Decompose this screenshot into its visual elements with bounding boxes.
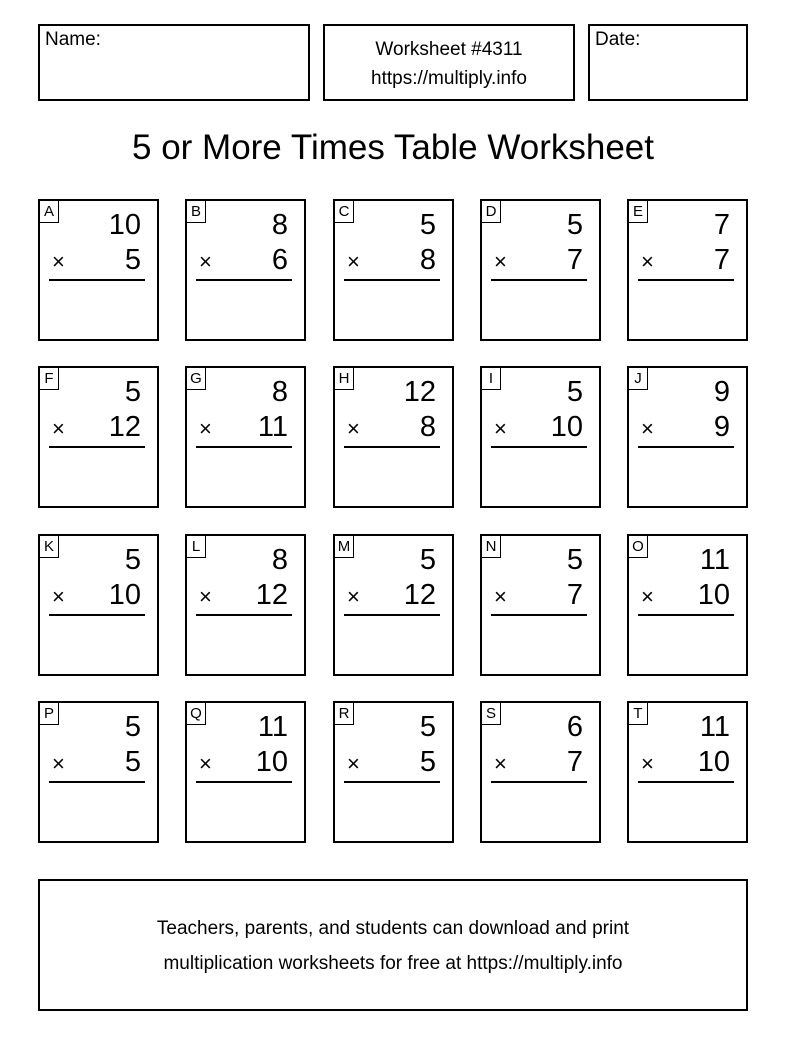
answer-line — [638, 781, 734, 783]
worksheet-url: https://multiply.info — [371, 68, 527, 89]
problem-card — [627, 701, 748, 843]
problem-card — [333, 701, 454, 843]
multiplicand: 5 — [124, 544, 141, 576]
multiplicand: 5 — [566, 376, 583, 408]
multiplier: 10 — [550, 411, 583, 443]
answer-line — [344, 279, 440, 281]
times-icon: × — [52, 249, 65, 274]
problem-letter: D — [482, 201, 501, 223]
times-icon: × — [52, 416, 65, 441]
multiplicand: 5 — [566, 209, 583, 241]
answer-line — [344, 446, 440, 448]
name-label: Name: — [45, 29, 101, 50]
problem-card — [185, 701, 306, 843]
multiplier: 12 — [255, 579, 288, 611]
multiplier: 5 — [419, 746, 436, 778]
multiplier: 10 — [697, 746, 730, 778]
problem-letter: J — [629, 368, 648, 390]
problem-letter: F — [40, 368, 59, 390]
answer-line — [638, 279, 734, 281]
name-box — [38, 24, 310, 101]
multiplicand: 8 — [271, 209, 288, 241]
problem-letter: O — [629, 536, 648, 558]
problem-letter: A — [40, 201, 59, 223]
problem-letter: G — [187, 368, 206, 390]
worksheet-number: Worksheet #4311 — [375, 39, 523, 60]
problem-card — [38, 534, 159, 676]
problem-letter: C — [335, 201, 354, 223]
answer-line — [49, 446, 145, 448]
answer-line — [638, 614, 734, 616]
times-icon: × — [494, 751, 507, 776]
answer-line — [49, 614, 145, 616]
multiplicand: 5 — [419, 544, 436, 576]
answer-line — [196, 446, 292, 448]
multiplier: 6 — [271, 244, 288, 276]
multiplicand: 11 — [699, 711, 730, 743]
times-icon: × — [494, 416, 507, 441]
problem-card — [38, 199, 159, 341]
multiplier: 7 — [713, 244, 730, 276]
times-icon: × — [494, 249, 507, 274]
multiplier: 8 — [419, 244, 436, 276]
footer-box — [38, 879, 748, 1011]
times-icon: × — [347, 584, 360, 609]
times-icon: × — [199, 751, 212, 776]
problem-letter: P — [40, 703, 59, 725]
answer-line — [491, 781, 587, 783]
answer-line — [196, 614, 292, 616]
times-icon: × — [641, 751, 654, 776]
multiplicand: 12 — [403, 376, 436, 408]
footer-line-2: multiplication worksheets for free at https://multiply.info — [163, 953, 623, 974]
multiplier: 10 — [255, 746, 288, 778]
answer-line — [196, 781, 292, 783]
multiplicand: 8 — [271, 544, 288, 576]
times-icon: × — [641, 249, 654, 274]
multiplier: 9 — [713, 411, 730, 443]
multiplicand: 5 — [419, 209, 436, 241]
problem-card — [185, 199, 306, 341]
problem-letter: S — [482, 703, 501, 725]
times-icon: × — [52, 584, 65, 609]
problem-card — [480, 199, 601, 341]
problem-card — [333, 366, 454, 508]
answer-line — [491, 446, 587, 448]
multiplicand: 7 — [713, 209, 730, 241]
problem-card — [627, 366, 748, 508]
problem-card — [38, 701, 159, 843]
problem-card — [185, 534, 306, 676]
multiplier: 11 — [257, 411, 288, 443]
multiplier: 7 — [566, 746, 583, 778]
multiplier: 5 — [124, 746, 141, 778]
multiplicand: 11 — [257, 711, 288, 743]
multiplicand: 8 — [271, 376, 288, 408]
answer-line — [196, 279, 292, 281]
problem-card — [627, 534, 748, 676]
multiplicand: 5 — [419, 711, 436, 743]
multiplier: 10 — [108, 579, 141, 611]
problem-card — [38, 366, 159, 508]
answer-line — [491, 614, 587, 616]
problem-letter: T — [629, 703, 648, 725]
problem-letter: Q — [187, 703, 206, 725]
problem-card — [627, 199, 748, 341]
date-label: Date: — [595, 29, 641, 50]
times-icon: × — [641, 416, 654, 441]
multiplier: 5 — [124, 244, 141, 276]
problem-letter: I — [482, 368, 501, 390]
problem-card — [480, 534, 601, 676]
problem-card — [480, 366, 601, 508]
times-icon: × — [347, 249, 360, 274]
page-title: 5 or More Times Table Worksheet — [132, 128, 654, 167]
problem-letter: B — [187, 201, 206, 223]
multiplier: 10 — [697, 579, 730, 611]
multiplicand: 5 — [124, 376, 141, 408]
times-icon: × — [199, 416, 212, 441]
multiplicand: 5 — [566, 544, 583, 576]
times-icon: × — [347, 751, 360, 776]
answer-line — [344, 781, 440, 783]
times-icon: × — [494, 584, 507, 609]
problem-grid — [38, 199, 748, 842]
times-icon: × — [199, 584, 212, 609]
multiplicand: 10 — [108, 209, 141, 241]
problem-card — [333, 534, 454, 676]
times-icon: × — [52, 751, 65, 776]
answer-line — [49, 279, 145, 281]
problem-card — [480, 701, 601, 843]
problem-letter: N — [482, 536, 501, 558]
problem-letter: E — [629, 201, 648, 223]
problem-card — [333, 199, 454, 341]
multiplicand: 9 — [713, 376, 730, 408]
answer-line — [49, 781, 145, 783]
problem-letter: H — [335, 368, 354, 390]
answer-line — [491, 279, 587, 281]
multiplier: 7 — [566, 244, 583, 276]
worksheet-info-box — [323, 24, 575, 101]
problem-card — [185, 366, 306, 508]
multiplicand: 11 — [699, 544, 730, 576]
problem-letter: L — [187, 536, 206, 558]
date-box — [588, 24, 748, 101]
problem-letter: R — [335, 703, 354, 725]
multiplicand: 6 — [566, 711, 583, 743]
problem-letter: M — [335, 536, 354, 558]
answer-line — [638, 446, 734, 448]
problem-letter: K — [40, 536, 59, 558]
times-icon: × — [347, 416, 360, 441]
footer-line-1: Teachers, parents, and students can download and print — [156, 918, 630, 939]
times-icon: × — [641, 584, 654, 609]
multiplicand: 5 — [124, 711, 141, 743]
multiplier: 12 — [403, 579, 436, 611]
times-icon: × — [199, 249, 212, 274]
multiplier: 8 — [419, 411, 436, 443]
multiplier: 12 — [108, 411, 141, 443]
answer-line — [344, 614, 440, 616]
multiplier: 7 — [566, 579, 583, 611]
